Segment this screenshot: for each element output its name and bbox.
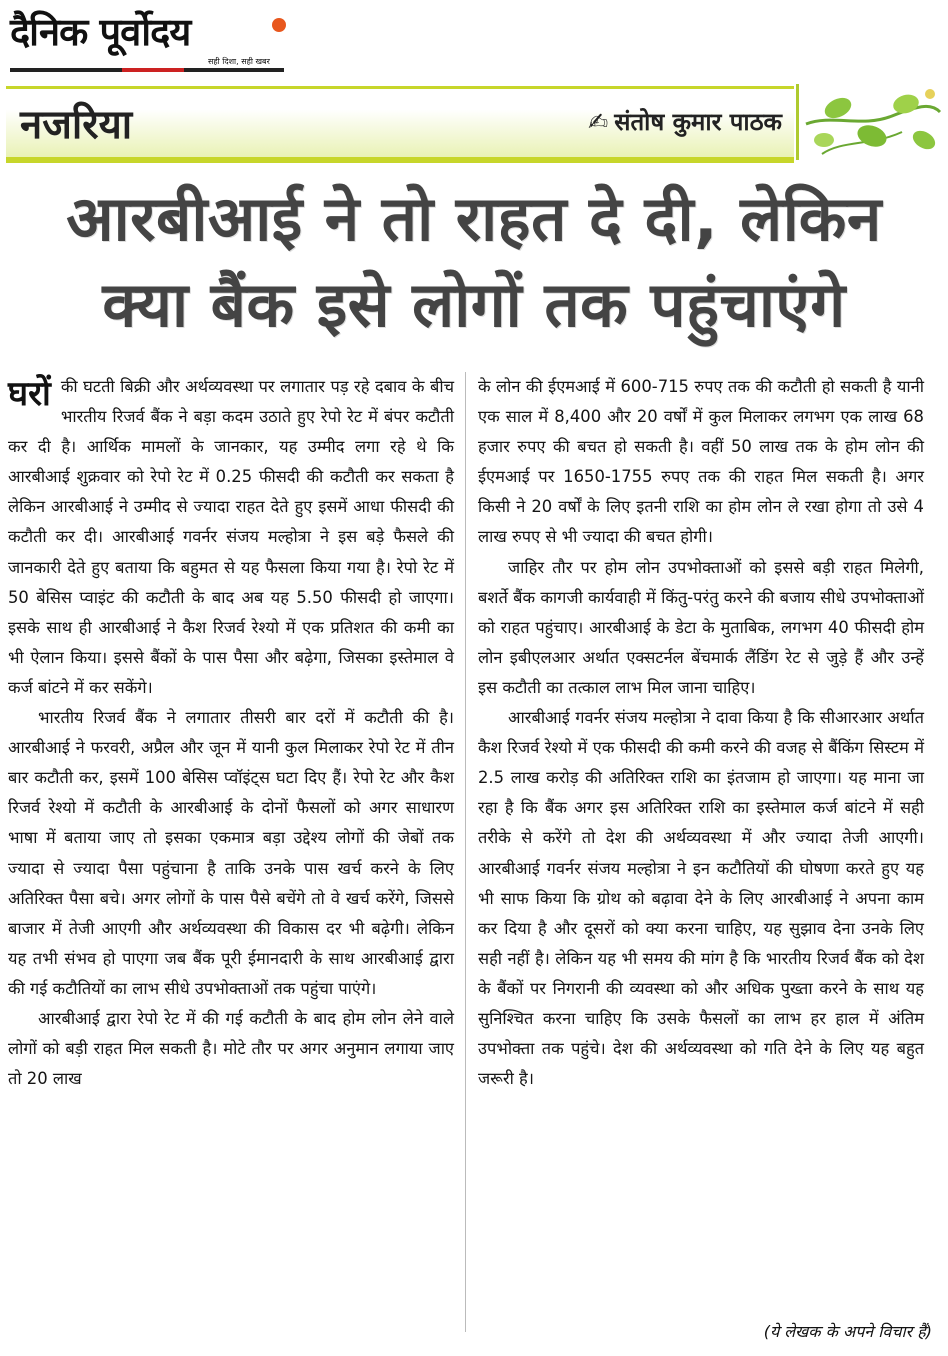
headline bbox=[14, 176, 934, 348]
section-bar bbox=[6, 86, 794, 157]
byline bbox=[588, 105, 782, 138]
article-column-right bbox=[478, 372, 924, 1094]
author-name: संतोष कुमार पाठक bbox=[614, 108, 782, 136]
paragraph: जाहिर तौर पर होम लोन उपभोक्ताओं को इससे बड़ी राहत मिलेगी, बशर्ते बैंक कागजी कार्यवाही में किंतु-परंतु करने की बजाय सीधे उपभोक्ताओं को राहत पहुंचाए। आरबीआई के डेटा के मुताबिक, लगभग 40 फीसदी होम लोन इबीएलआर अर्थात एक्सटर्नल बेंचमार्क लैंडिंग रेट से जुड़े हैं और उन्हें इस कटौती का तत्काल लाभ मिल जाना चाहिए। bbox=[478, 557, 924, 697]
paragraph: आरबीआई गवर्नर संजय मल्होत्रा ने दावा किया है कि सीआरआर अर्थात कैश रिजर्व रेश्यो में एक फीसदी की कमी करने की वजह से बैंकिंग सिस्टम में 2.5 लाख करोड़ की अतिरिक्त राशि का इंतजाम हो जाएगा। यह माना जा रहा है कि बैंक अगर इस अतिरिक्त राशि का इस्तेमाल कर्ज बांटने में सही तरीके से करेंगे तो देश की अर्थव्यवस्था में और ज्यादा तेजी आएगी। आरबीआई गवर्नर संजय मल्होत्रा ने इन कटौतियों की घोषणा करते हुए यह भी साफ किया कि ग्रोथ को बढ़ावा देने के लिए आरबीआई ने अपना काम कर दिया है और दूसरों को क्या करना चाहिए, यह सुझाव देना उनके लिए सही नहीं है। लेकिन यह भी समय की मांग है कि भारतीय रिजर्व बैंक को देश के बैंकों पर निगरानी की व्यवस्था को और अधिक पुख्ता करने के साथ यह सुनिश्चित करना चाहिए कि उसके फैसलों का लाभ हर हाल में अंतिम उपभोक्ता तक पहुंचे। देश की अर्थव्यवस्था को गति देने के लिए यह बहुत जरूरी है। bbox=[478, 708, 924, 1089]
newspaper-tagline: सही दिशा, सही खबर bbox=[208, 57, 270, 66]
section-divider bbox=[796, 84, 799, 160]
masthead bbox=[10, 10, 290, 76]
paragraph: के लोन की ईएमआई में 600-715 रुपए तक की कटौती हो सकती है यानी एक साल में 8,400 और 20 वर्षों में कुल मिलाकर लगभग एक लाख 68 हजार रुपए की बचत हो सकती है। वहीं 50 लाख तक के होम लोन की ईएमआई पर 1650-1755 रुपए तक की राहत मिल सकती है। अगर किसी ने 20 वर्षों के लिए इतनी राशि का होम लोन ले रखा होगा तो उसे 4 लाख रुपए से भी ज्यादा की बचत होगी। bbox=[478, 377, 924, 547]
paragraph: आरबीआई द्वारा रेपो रेट में की गई कटौती के बाद होम लोन लेने वाले लोगों को बड़ी राहत मिल सकती है। मोटे तौर पर अगर अनुमान लगाया जाए तो 20 लाख bbox=[8, 1008, 454, 1089]
headline-line-2: क्या बैंक इसे लोगों तक पहुंचाएंगे bbox=[102, 268, 846, 341]
article-column-left bbox=[8, 372, 454, 1094]
vine-leaves-icon bbox=[802, 84, 942, 160]
headline-line-1: आरबीआई ने तो राहत दे दी, लेकिन bbox=[66, 182, 882, 255]
newspaper-name: दैनिक पूर्वोदय bbox=[10, 9, 191, 54]
column-divider bbox=[465, 372, 466, 1332]
pen-icon: ✍ bbox=[588, 108, 609, 136]
masthead-dot-icon bbox=[272, 18, 286, 32]
paragraph: भारतीय रिजर्व बैंक ने लगातार तीसरी बार दरों में कटौती की है। आरबीआई ने फरवरी, अप्रैल और जून में यानी कुल मिलाकर रेपो रेट में तीन बार कटौती कर, इसमें 100 बेसिस प्वॉइंट्स घटा दिए हैं। रेपो रेट और कैश रिजर्व रेश्यो में कटौती के आरबीआई के दोनों फैसलों को अगर साधारण भाषा में बताया जाए तो इसका एकमात्र बड़ा उद्देश्य लोगों की जेबों तक ज्यादा से ज्यादा पैसा पहुंचाना है ताकि उनके पास खर्च करने के लिए अतिरिक्त पैसा बचे। अगर लोगों के पास पैसे बचेंगे तो वे खर्च करेंगे, जिससे बाजार में तेजी आएगी और अर्थव्यवस्था की विकास दर भी बढ़ेगी। लेकिन यह तभी संभव हो पाएगा जब बैंक पूरी ईमानदारी के साथ आरबीआई द्वारा की गई कटौतियों का लाभ सीधे उपभोक्ताओं तक पहुंचा पाएंगे। bbox=[8, 708, 454, 998]
author-disclaimer: (ये लेखक के अपने विचार हैं) bbox=[763, 1322, 932, 1341]
masthead-red-rule bbox=[122, 68, 184, 72]
section-underline bbox=[6, 157, 794, 163]
section-title: नजरिया bbox=[20, 102, 133, 148]
paragraph: की घटती बिक्री और अर्थव्यवस्था पर लगातार पड़ रहे दबाव के बीच भारतीय रिजर्व बैंक ने बड़ा कदम उठाते हुए रेपो रेट में बंपर कटौती कर दी है। आर्थिक मामलों के जानकार, यह उम्मीद लगा रहे थे कि आरबीआई शुक्रवार को रेपो रेट में 0.25 फीसदी की कटौती कर सकता है लेकिन आरबीआई ने उम्मीद से ज्यादा राहत देते हुए इसमें आधा फीसदी की कटौती कर दी। आरबीआई गवर्नर संजय मल्होत्रा ने इस बड़े फैसले की जानकारी देते हुए बताया कि बहुमत से यह फैसला किया गया है। रेपो रेट में 50 बेसिस प्वाइंट की कटौती के बाद अब यह 5.50 फीसदी हो जाएगा। इसके साथ ही आरबीआई ने कैश रिजर्व रेश्यो में एक प्रतिशत की कमी का भी ऐलान किया। इससे बैंकों के पास पैसा और बढ़ेगा, जिसका इस्तेमाल वे कर्ज बांटने में कर सकेंगे। bbox=[8, 377, 454, 697]
dropcap: घरों bbox=[8, 374, 51, 414]
